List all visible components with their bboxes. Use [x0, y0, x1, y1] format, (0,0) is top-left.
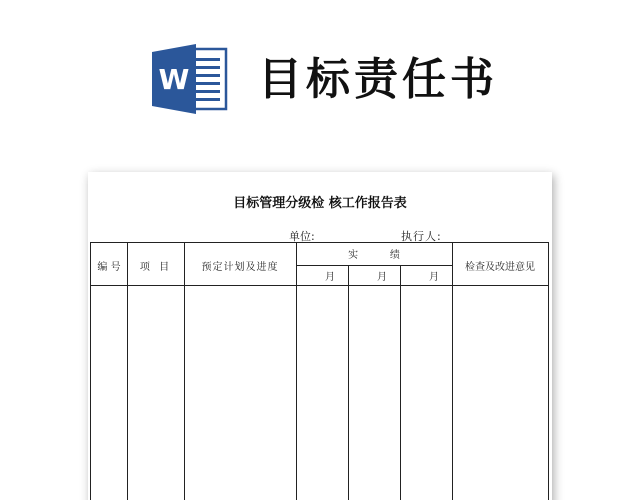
header-number: 编 号	[97, 262, 121, 273]
executor-label: 执行人:	[401, 230, 442, 243]
microsoft-word-icon	[150, 42, 230, 116]
header-plan: 预定计划及进度	[201, 262, 279, 273]
header-month-1: 月	[325, 272, 335, 283]
document-sheet	[88, 172, 552, 500]
header-item: 项 目	[139, 262, 173, 273]
header-month-2: 月	[377, 272, 387, 283]
header-month-3: 月	[429, 272, 439, 283]
header-result: 实 绩	[348, 250, 400, 261]
unit-label: 单位:	[289, 230, 315, 243]
document-title: 目标管理分级检 核工作报告表	[233, 196, 407, 211]
header-banner	[0, 0, 640, 150]
page-title: 目标责任书	[258, 54, 498, 105]
report-form-table	[90, 242, 549, 500]
word-logo-letter: W	[158, 63, 190, 96]
header-review: 检查及改进意见	[465, 262, 535, 273]
